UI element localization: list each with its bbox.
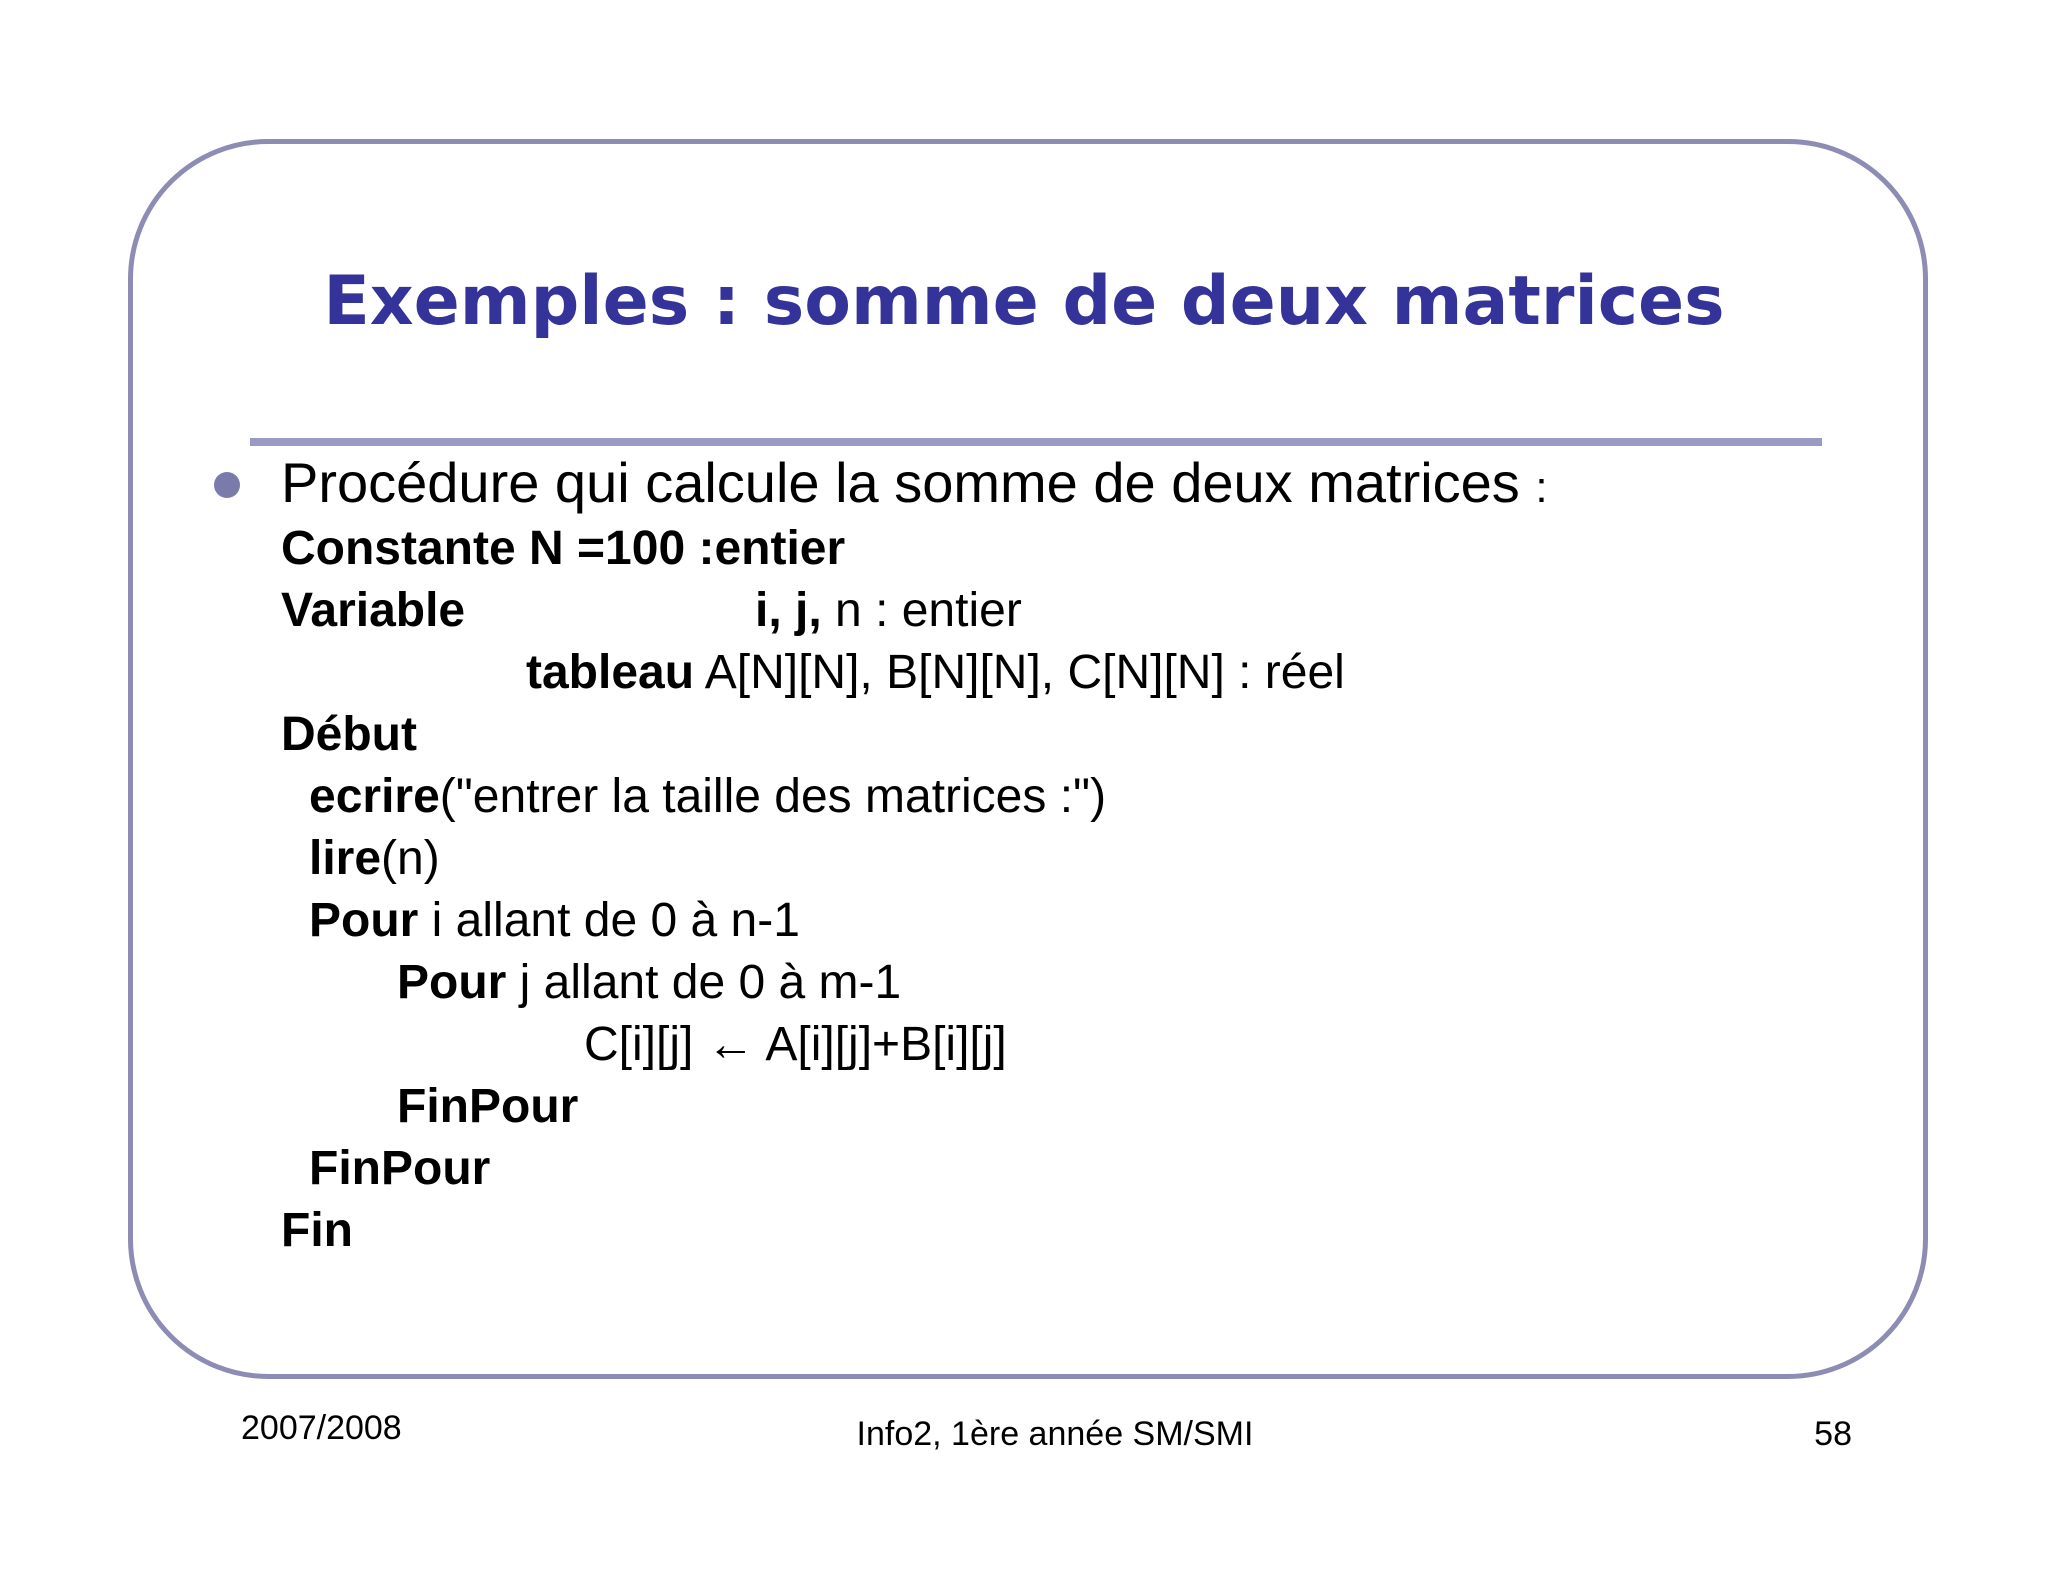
intro-colon: : xyxy=(1535,463,1548,512)
footer-page-number: 58 xyxy=(1814,1415,1852,1453)
code-variable-n: n : entier xyxy=(835,584,1022,637)
code-tableau-keyword: tableau xyxy=(526,646,695,699)
code-ecrire-keyword: ecrire xyxy=(309,770,440,823)
code-finpour-outer: FinPour xyxy=(309,1142,491,1195)
code-fin: Fin xyxy=(281,1204,353,1257)
code-pour-inner-keyword: Pour xyxy=(397,956,507,1009)
code-variable-ij: i, j, xyxy=(755,584,822,637)
code-lire xyxy=(309,831,440,887)
intro-text xyxy=(281,450,1548,521)
footer-course: Info2, 1ère année SM/SMI xyxy=(856,1415,1254,1453)
code-pour-outer-rest: i allant de 0 à n-1 xyxy=(418,894,800,947)
code-lire-arg: (n) xyxy=(381,832,440,885)
code-lire-keyword: lire xyxy=(309,832,382,885)
code-pour-inner-rest: j allant de 0 à m-1 xyxy=(506,956,902,1009)
code-constante: Constante N =100 :entier xyxy=(281,522,846,575)
bullet-icon xyxy=(214,472,240,498)
code-tableau-decl: A[N][N], B[N][N], C[N][N] : réel xyxy=(704,646,1345,699)
code-assign: C[i][j] ← A[i][j]+B[i][j] xyxy=(584,1018,1007,1071)
code-pour-outer xyxy=(309,893,800,949)
title-divider xyxy=(250,438,1822,446)
code-tableau xyxy=(526,645,1345,701)
slide-title: Exemples : somme de deux matrices xyxy=(323,262,1725,341)
code-variable-decl xyxy=(755,583,1022,639)
footer-year: 2007/2008 xyxy=(241,1409,402,1447)
code-pour-inner xyxy=(397,955,901,1011)
code-variable-keyword: Variable xyxy=(281,584,466,637)
code-debut: Début xyxy=(281,708,417,761)
code-ecrire-arg: ("entrer la taille des matrices :") xyxy=(439,770,1107,823)
code-pour-outer-keyword: Pour xyxy=(309,894,419,947)
intro-sentence: Procédure qui calcule la somme de deux matrices xyxy=(281,451,1520,514)
code-finpour-inner: FinPour xyxy=(397,1080,579,1133)
code-ecrire xyxy=(309,769,1106,825)
